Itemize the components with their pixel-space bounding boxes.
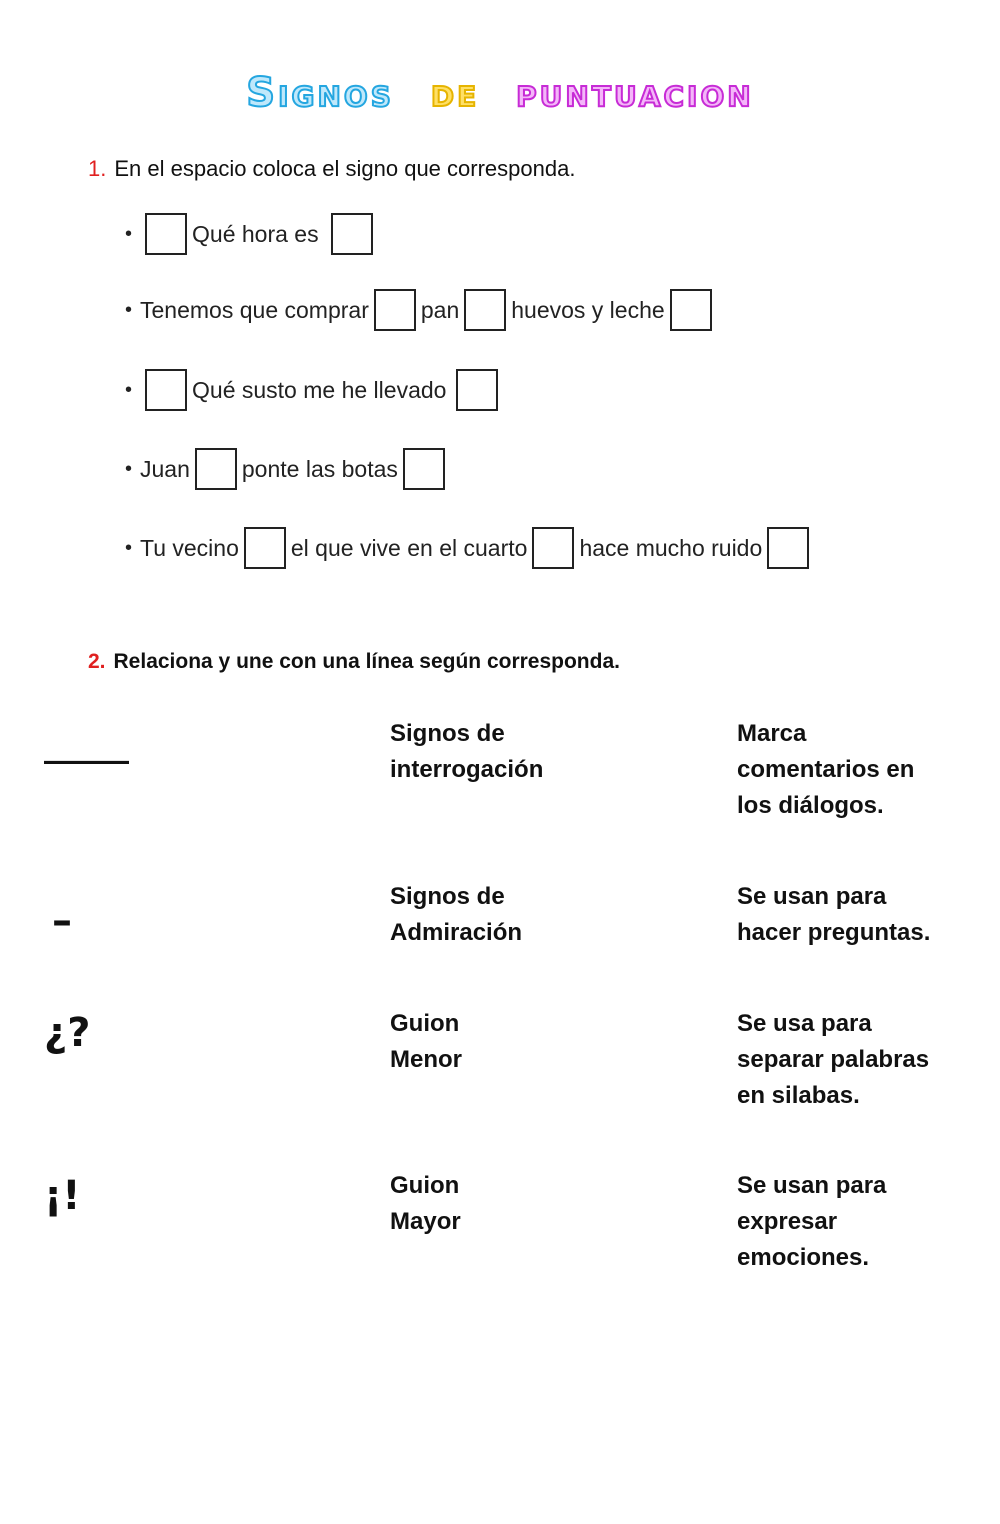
answer-box[interactable] [331,213,373,255]
exercise-1-instruction: En el espacio coloca el signo que corresponda. [114,156,576,181]
bullet: • [125,222,133,245]
symbol-guion-mayor[interactable]: _____ [44,725,129,765]
item-text: Qué hora es [192,220,319,247]
answer-box[interactable] [374,289,416,331]
description-line: Se usan para [737,1172,887,1199]
bullet: • [125,378,133,401]
name-cell[interactable] [390,1168,461,1240]
exercise-2-instruction: Relaciona y une con una línea según corresponda. [113,650,620,673]
item-text: Qué susto me he llevado [192,376,447,403]
description-cell[interactable] [737,716,987,824]
name-line: Signos de [390,720,505,747]
answer-box[interactable] [456,369,498,411]
name-line: Guion [390,1172,460,1199]
item-text: el que vive en el cuarto [290,534,528,561]
description-line: Se usan para [737,883,887,910]
answer-box[interactable] [145,369,187,411]
name-line: Guion [390,1010,460,1037]
item-text: hace mucho ruido [579,534,763,561]
exercise-1-item-1 [125,210,378,258]
description-line: separar palabras [737,1046,930,1073]
name-cell[interactable] [390,879,522,951]
exercise-2-number: 2. [88,650,106,673]
bullet: • [125,457,133,480]
answer-box[interactable] [403,448,445,490]
page-title [0,70,1000,116]
description-line: comentarios en [737,756,915,783]
description-line: Se usa para [737,1010,872,1037]
exercise-2-heading [88,650,620,674]
exercise-1-number: 1. [88,156,107,181]
title-word-de: de [430,70,480,116]
exercise-1-item-4 [125,445,450,493]
name-line: Mayor [390,1208,461,1235]
exercise-1-item-5 [125,524,814,572]
description-cell[interactable] [737,1006,987,1114]
name-cell[interactable] [390,716,543,788]
item-text: Juan [140,455,190,482]
exercise-1-item-2 [125,286,717,334]
symbol-interrogacion[interactable]: ¿? [44,1010,91,1056]
name-cell[interactable] [390,1006,462,1078]
answer-box[interactable] [767,527,809,569]
description-line: emociones. [737,1244,870,1271]
answer-box[interactable] [244,527,286,569]
description-line: los diálogos. [737,792,884,819]
title-word-signos: Signos [246,70,394,116]
bullet: • [125,298,133,321]
exercise-1-heading [88,156,575,182]
answer-box[interactable] [464,289,506,331]
title-word-puntuacion: puntuacion [516,70,754,116]
description-line: hacer preguntas. [737,919,931,946]
description-line: Marca [737,720,807,747]
answer-box[interactable] [145,213,187,255]
bullet: • [125,536,133,559]
answer-box[interactable] [670,289,712,331]
description-line: expresar [737,1208,838,1235]
item-text: ponte las botas [241,455,398,482]
answer-box[interactable] [195,448,237,490]
name-line: Menor [390,1046,462,1073]
symbol-guion-menor[interactable]: – [52,898,72,944]
item-text: huevos y leche [511,296,665,323]
name-line: interrogación [390,756,544,783]
description-cell[interactable] [737,879,987,951]
name-line: Admiración [390,919,523,946]
item-text: Tu vecino [140,534,239,561]
description-cell[interactable] [737,1168,987,1276]
symbol-admiracion[interactable]: ¡! [44,1173,81,1219]
description-line: en silabas. [737,1082,860,1109]
exercise-1-item-3 [125,366,503,414]
name-line: Signos de [390,883,505,910]
item-text: Tenemos que comprar [140,296,369,323]
answer-box[interactable] [532,527,574,569]
item-text: pan [420,296,460,323]
